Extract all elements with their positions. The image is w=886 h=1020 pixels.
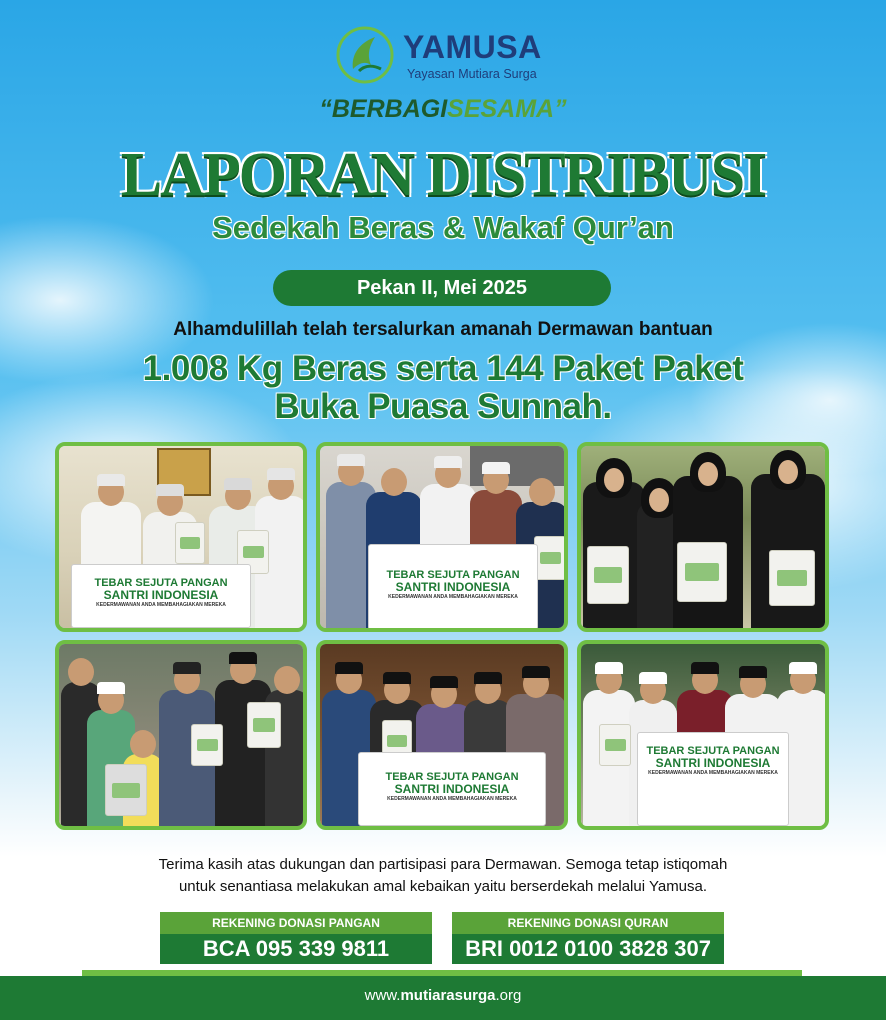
account-pangan-label: REKENING DONASI PANGAN <box>160 912 432 934</box>
distribution-photo-3 <box>577 442 829 632</box>
tagline <box>0 95 886 124</box>
thanks-text-line1: Terima kasih atas dukungan dan partisipasi para Dermawan. Semoga tetap istiqomah <box>158 856 728 873</box>
banner-line2: SANTRI INDONESIA <box>103 588 219 602</box>
yamusa-logo <box>335 25 555 85</box>
banner-line3: KEDERMAWANAN ANDA MEMBAHAGIAKAN MEREKA <box>387 796 517 802</box>
distribution-photo-1 <box>55 442 307 632</box>
banner-line1: TEBAR SEJUTA PANGAN <box>646 745 780 757</box>
banner-line2: SANTRI INDONESIA <box>394 782 510 796</box>
main-title: LAPORAN DISTRIBUSI <box>120 141 766 209</box>
banner-line1: TEBAR SEJUTA PANGAN <box>385 771 519 783</box>
thanks-text-line2: untuk senantiasa melakukan amal kebaikan yaitu berserdekah melalui Yamusa. <box>178 878 708 895</box>
footer-website[interactable] <box>0 976 886 1020</box>
period-badge: Pekan II, Mei 2025 <box>273 270 611 306</box>
account-pangan-card <box>160 912 432 964</box>
headline-line2: Buka Puasa Sunnah. <box>274 387 612 426</box>
banner-line1: TEBAR SEJUTA PANGAN <box>94 577 228 589</box>
distribution-photo-2 <box>316 442 568 632</box>
brand-name: YAMUSA <box>403 29 542 65</box>
banner-line3: KEDERMAWANAN ANDA MEMBAHAGIAKAN MEREKA <box>96 602 226 608</box>
tagline-part2: SESAMA” <box>447 95 567 123</box>
tagline-part1: “BERBAGI <box>319 95 448 123</box>
brand-subtitle: Yayasan Mutiara Surga <box>407 67 537 81</box>
account-quran-card <box>452 912 724 964</box>
account-quran-number: BRI 0012 0100 3828 307 <box>465 936 711 961</box>
distribution-photo-4 <box>55 640 307 830</box>
intro-text: Alhamdulillah telah tersalurkan amanah Dermawan bantuan <box>173 319 713 340</box>
headline-line1: 1.008 Kg Beras serta 144 Paket Paket <box>142 349 744 388</box>
banner <box>71 564 251 628</box>
footer-suffix: .org <box>495 987 522 1004</box>
footer-domain: mutiarasurga <box>400 987 496 1004</box>
banner <box>358 752 546 826</box>
banner <box>368 544 538 630</box>
hand-leaf-logo-icon <box>335 25 397 85</box>
account-pangan-number: BCA 095 339 9811 <box>202 936 390 961</box>
banner <box>637 732 789 826</box>
banner-line3: KEDERMAWANAN ANDA MEMBAHAGIAKAN MEREKA <box>648 770 778 776</box>
footer-prefix: www. <box>364 987 401 1004</box>
account-quran-label: REKENING DONASI QURAN <box>452 912 724 934</box>
distribution-photo-5 <box>316 640 568 830</box>
banner-line2: SANTRI INDONESIA <box>395 580 511 594</box>
banner-line1: TEBAR SEJUTA PANGAN <box>386 569 520 581</box>
banner-line2: SANTRI INDONESIA <box>655 756 771 770</box>
banner-line3: KEDERMAWANAN ANDA MEMBAHAGIAKAN MEREKA <box>388 594 518 600</box>
distribution-photo-6 <box>577 640 829 830</box>
subtitle: Sedekah Beras & Wakaf Qur’an <box>212 210 674 245</box>
